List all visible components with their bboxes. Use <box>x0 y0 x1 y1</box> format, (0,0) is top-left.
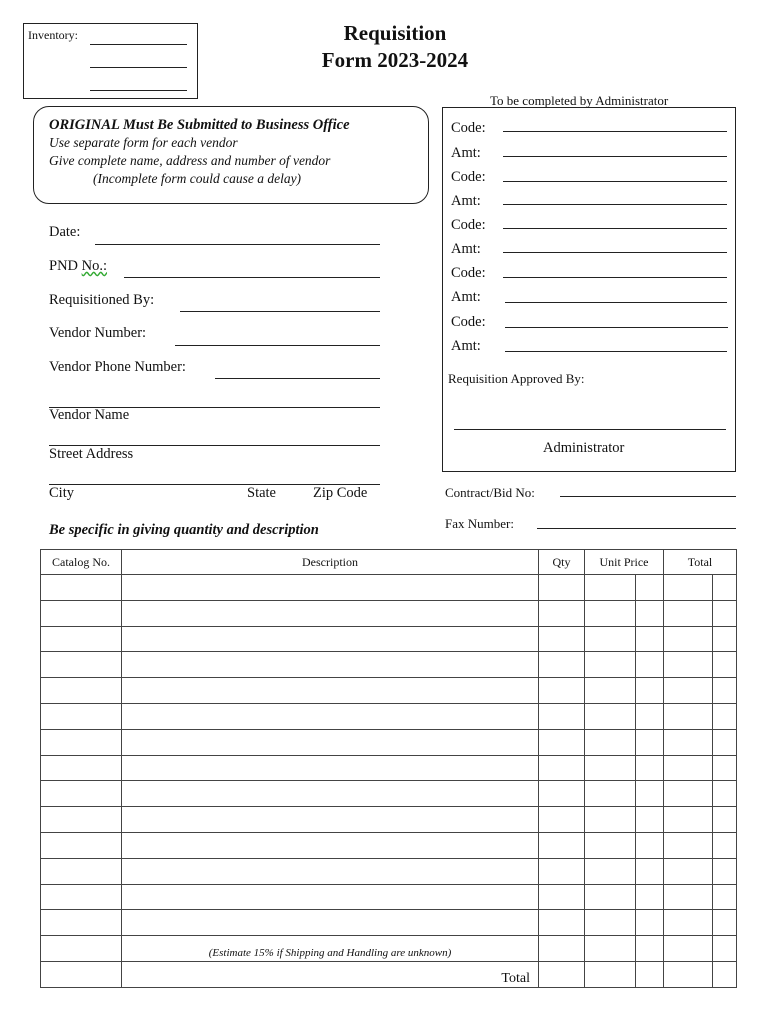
description-cell[interactable] <box>122 755 539 781</box>
unit-price-cents-cell[interactable] <box>636 832 664 858</box>
total-cents-cell[interactable] <box>713 652 737 678</box>
unit-price-cents-cell[interactable] <box>636 626 664 652</box>
description-cell[interactable] <box>122 807 539 833</box>
total-dollars-cell[interactable] <box>664 858 713 884</box>
table-row[interactable] <box>41 884 737 910</box>
pnd-no: No.: <box>81 258 108 274</box>
amt-field-5[interactable] <box>505 351 727 352</box>
unit-price-cents-cell[interactable] <box>636 575 664 601</box>
unit-price-cents-cell <box>636 961 664 987</box>
description-cell[interactable] <box>122 910 539 936</box>
items-table <box>40 549 737 988</box>
total-dollars-cell[interactable] <box>664 652 713 678</box>
pnd-prefix: PND <box>49 258 82 274</box>
header-total: Total <box>664 550 737 575</box>
table-header-row <box>41 550 737 575</box>
notice-incomplete: (Incomplete form could cause a delay) <box>93 171 302 186</box>
description-cell[interactable] <box>122 575 539 601</box>
code-label-2: Code: <box>451 169 486 185</box>
unit-price-dollars-cell[interactable] <box>585 678 636 704</box>
total-cents-cell[interactable] <box>713 807 737 833</box>
total-cents-cell[interactable] <box>713 884 737 910</box>
qty-cell <box>539 961 585 987</box>
table-row[interactable] <box>41 858 737 884</box>
city-label: City <box>49 485 74 501</box>
total-cents-cell[interactable] <box>713 575 737 601</box>
unit-price-dollars-cell[interactable] <box>585 652 636 678</box>
catalog-cell[interactable] <box>41 575 122 601</box>
inventory-label: Inventory: <box>28 28 78 42</box>
catalog-cell[interactable] <box>41 626 122 652</box>
amt-label-2: Amt: <box>451 193 481 209</box>
qty-cell[interactable] <box>539 755 585 781</box>
grand-total-cents-cell[interactable] <box>713 961 737 987</box>
amt-label-4: Amt: <box>451 289 481 305</box>
fax-field[interactable] <box>537 528 736 529</box>
inventory-line-2[interactable] <box>90 67 187 68</box>
administrator-label: Administrator <box>543 440 625 456</box>
qty-cell[interactable] <box>539 936 585 962</box>
street-address-label: Street Address <box>49 446 134 462</box>
qty-cell[interactable] <box>539 807 585 833</box>
unit-price-dollars-cell[interactable] <box>585 781 636 807</box>
specific-instruction: Be specific in giving quantity and description <box>49 522 319 538</box>
table-row[interactable] <box>41 910 737 936</box>
table-row[interactable] <box>41 652 737 678</box>
total-cents-cell[interactable] <box>713 703 737 729</box>
unit-price-dollars-cell[interactable] <box>585 858 636 884</box>
qty-cell[interactable] <box>539 703 585 729</box>
description-cell[interactable] <box>122 626 539 652</box>
description-cell[interactable] <box>122 600 539 626</box>
amt-label-5: Amt: <box>451 338 481 354</box>
requisitioned-by-label: Requisitioned By: <box>49 292 155 308</box>
form-title <box>290 20 500 74</box>
zip-label: Zip Code <box>313 485 368 501</box>
date-field[interactable] <box>95 244 380 245</box>
total-dollars-cell[interactable] <box>664 703 713 729</box>
admin-note: To be completed by Administrator <box>490 93 669 108</box>
catalog-cell[interactable] <box>41 678 122 704</box>
unit-price-dollars-cell[interactable] <box>585 729 636 755</box>
unit-price-dollars-cell[interactable] <box>585 832 636 858</box>
total-dollars-cell[interactable] <box>664 755 713 781</box>
total-row[interactable] <box>41 961 737 987</box>
qty-cell[interactable] <box>539 652 585 678</box>
date-label: Date: <box>49 224 81 240</box>
total-dollars-cell[interactable] <box>664 936 713 962</box>
title-line-1: Requisition <box>343 21 447 45</box>
catalog-cell[interactable] <box>41 807 122 833</box>
description-cell[interactable] <box>122 884 539 910</box>
table-row[interactable] <box>41 626 737 652</box>
table-row[interactable] <box>41 678 737 704</box>
total-dollars-cell[interactable] <box>664 678 713 704</box>
catalog-cell <box>41 961 122 987</box>
unit-price-dollars-cell[interactable] <box>585 703 636 729</box>
unit-price-cents-cell[interactable] <box>636 755 664 781</box>
admin-box <box>442 107 736 472</box>
header-qty: Qty <box>539 550 585 575</box>
catalog-cell[interactable] <box>41 936 122 962</box>
qty-cell[interactable] <box>539 832 585 858</box>
unit-price-cents-cell[interactable] <box>636 652 664 678</box>
amt-label-1: Amt: <box>451 145 481 161</box>
shipping-estimate-note: (Estimate 15% if Shipping and Handling are unknown) <box>122 936 539 962</box>
code-field-3[interactable] <box>503 228 727 229</box>
description-cell[interactable] <box>122 832 539 858</box>
amt-field-3[interactable] <box>503 252 727 253</box>
qty-cell[interactable] <box>539 575 585 601</box>
amt-field-1[interactable] <box>503 156 727 157</box>
total-dollars-cell[interactable] <box>664 884 713 910</box>
table-row[interactable] <box>41 755 737 781</box>
qty-cell[interactable] <box>539 910 585 936</box>
code-label-4: Code: <box>451 265 486 281</box>
unit-price-cents-cell[interactable] <box>636 678 664 704</box>
contract-bid-field[interactable] <box>560 496 736 497</box>
qty-cell[interactable] <box>539 884 585 910</box>
total-dollars-cell[interactable] <box>664 910 713 936</box>
total-cents-cell[interactable] <box>713 626 737 652</box>
code-field-2[interactable] <box>503 181 727 182</box>
total-dollars-cell[interactable] <box>664 781 713 807</box>
qty-cell[interactable] <box>539 678 585 704</box>
qty-cell[interactable] <box>539 600 585 626</box>
table-row[interactable] <box>41 703 737 729</box>
unit-price-cents-cell[interactable] <box>636 884 664 910</box>
amt-label-3: Amt: <box>451 241 481 257</box>
title-line-2: Form 2023-2024 <box>321 48 469 72</box>
total-cents-cell[interactable] <box>713 600 737 626</box>
total-cents-cell[interactable] <box>713 936 737 962</box>
catalog-cell[interactable] <box>41 652 122 678</box>
description-cell[interactable] <box>122 678 539 704</box>
total-cents-cell[interactable] <box>713 755 737 781</box>
total-cents-cell[interactable] <box>713 832 737 858</box>
catalog-cell[interactable] <box>41 781 122 807</box>
catalog-cell[interactable] <box>41 755 122 781</box>
amt-field-2[interactable] <box>503 204 727 205</box>
unit-price-dollars-cell[interactable] <box>585 600 636 626</box>
catalog-cell[interactable] <box>41 832 122 858</box>
total-cents-cell[interactable] <box>713 729 737 755</box>
total-cents-cell[interactable] <box>713 781 737 807</box>
grand-total-dollars-cell[interactable] <box>664 961 713 987</box>
notice-complete: Give complete name, address and number of vendor <box>49 153 331 168</box>
catalog-cell[interactable] <box>41 884 122 910</box>
approval-signature-line[interactable] <box>454 429 726 430</box>
code-label-3: Code: <box>451 217 486 233</box>
catalog-cell[interactable] <box>41 858 122 884</box>
header-description: Description <box>122 550 539 575</box>
vendor-name-label: Vendor Name <box>49 407 130 423</box>
code-field-1[interactable] <box>503 131 727 132</box>
header-catalog: Catalog No. <box>41 550 122 575</box>
qty-cell[interactable] <box>539 781 585 807</box>
amt-field-4[interactable] <box>505 302 727 303</box>
notice-separate: Use separate form for each vendor <box>49 135 238 150</box>
table-row[interactable] <box>41 832 737 858</box>
table-row[interactable] <box>41 575 737 601</box>
total-dollars-cell[interactable] <box>664 626 713 652</box>
unit-price-cents-cell[interactable] <box>636 858 664 884</box>
inventory-box <box>23 23 198 99</box>
notice-box <box>33 106 429 204</box>
unit-price-cents-cell[interactable] <box>636 910 664 936</box>
code-label-1: Code: <box>451 120 486 136</box>
total-dollars-cell[interactable] <box>664 575 713 601</box>
table-row[interactable] <box>41 807 737 833</box>
code-field-5[interactable] <box>505 327 728 328</box>
description-cell[interactable] <box>122 858 539 884</box>
code-field-4[interactable] <box>503 277 727 278</box>
unit-price-cents-cell[interactable] <box>636 807 664 833</box>
notice-original: ORIGINAL Must Be Submitted to Business Office <box>49 117 350 133</box>
total-dollars-cell[interactable] <box>664 600 713 626</box>
catalog-cell[interactable] <box>41 600 122 626</box>
unit-price-dollars-cell <box>585 961 636 987</box>
catalog-cell[interactable] <box>41 910 122 936</box>
total-cents-cell[interactable] <box>713 910 737 936</box>
vendor-number-field[interactable] <box>175 345 380 346</box>
total-label: Total <box>122 961 539 987</box>
unit-price-cents-cell[interactable] <box>636 729 664 755</box>
unit-price-cents-cell[interactable] <box>636 781 664 807</box>
requisitioned-by-field[interactable] <box>180 311 380 312</box>
table-row[interactable] <box>41 781 737 807</box>
total-dollars-cell[interactable] <box>664 807 713 833</box>
inventory-line-3[interactable] <box>90 90 187 91</box>
unit-price-dollars-cell[interactable] <box>585 626 636 652</box>
header-unit-price: Unit Price <box>585 550 664 575</box>
total-dollars-cell[interactable] <box>664 729 713 755</box>
catalog-cell[interactable] <box>41 703 122 729</box>
unit-price-dollars-cell[interactable] <box>585 884 636 910</box>
pnd-field[interactable] <box>124 277 380 278</box>
qty-cell[interactable] <box>539 626 585 652</box>
unit-price-cents-cell[interactable] <box>636 936 664 962</box>
state-label: State <box>247 485 276 501</box>
table-row[interactable] <box>41 729 737 755</box>
unit-price-cents-cell[interactable] <box>636 703 664 729</box>
description-cell[interactable] <box>122 652 539 678</box>
total-dollars-cell[interactable] <box>664 832 713 858</box>
unit-price-dollars-cell[interactable] <box>585 936 636 962</box>
qty-cell[interactable] <box>539 729 585 755</box>
unit-price-cents-cell[interactable] <box>636 600 664 626</box>
code-label-5: Code: <box>451 314 486 330</box>
total-cents-cell[interactable] <box>713 678 737 704</box>
unit-price-dollars-cell[interactable] <box>585 755 636 781</box>
qty-cell[interactable] <box>539 858 585 884</box>
vendor-number-label: Vendor Number: <box>49 325 147 341</box>
table-row[interactable] <box>41 600 737 626</box>
description-cell[interactable] <box>122 729 539 755</box>
shipping-row[interactable] <box>41 936 737 962</box>
total-cents-cell[interactable] <box>713 858 737 884</box>
approved-by-label: Requisition Approved By: <box>448 371 585 386</box>
unit-price-dollars-cell[interactable] <box>585 910 636 936</box>
vendor-phone-field[interactable] <box>215 378 380 379</box>
inventory-line-1[interactable] <box>90 44 187 45</box>
vendor-phone-label: Vendor Phone Number: <box>49 359 186 375</box>
pnd-label <box>49 258 107 275</box>
fax-label: Fax Number: <box>445 516 514 531</box>
unit-price-dollars-cell[interactable] <box>585 807 636 833</box>
unit-price-dollars-cell[interactable] <box>585 575 636 601</box>
catalog-cell[interactable] <box>41 729 122 755</box>
contract-bid-label: Contract/Bid No: <box>445 485 535 500</box>
description-cell[interactable] <box>122 781 539 807</box>
description-cell[interactable] <box>122 703 539 729</box>
